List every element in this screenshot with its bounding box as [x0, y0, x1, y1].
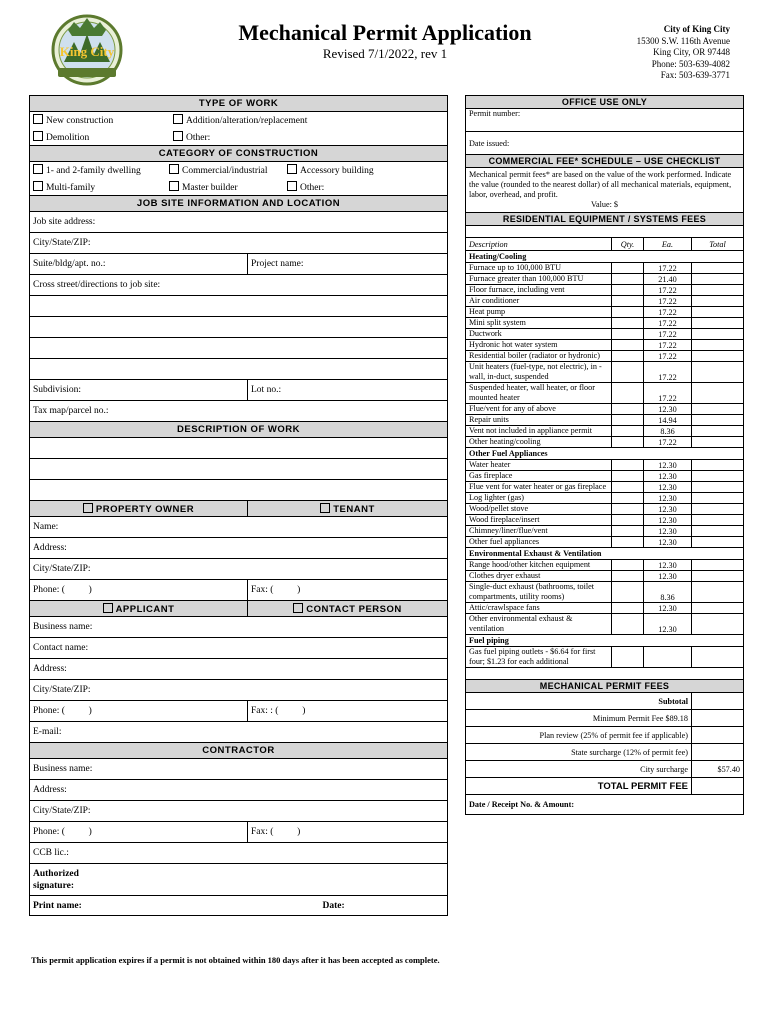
- fee-item-total[interactable]: [692, 274, 744, 285]
- fee-item-each: 17.22: [644, 307, 692, 318]
- fee-item-each: 12.30: [644, 537, 692, 548]
- city-fax: Fax: 503-639-3771: [660, 70, 730, 81]
- commercial-label: Commercial/industrial: [182, 166, 268, 177]
- fee-item-row: [466, 582, 744, 603]
- fee-item-total[interactable]: [692, 351, 744, 362]
- spacer-row: [466, 668, 744, 680]
- fee-item-total[interactable]: [692, 582, 744, 603]
- fee-item-description: Repair units: [466, 415, 612, 426]
- fee-item-each: 12.30: [644, 460, 692, 471]
- fee-item-qty[interactable]: [612, 560, 644, 571]
- office-use-header: OFFICE USE ONLY: [466, 96, 744, 109]
- fee-item-qty[interactable]: [612, 493, 644, 504]
- fee-item-row: [466, 296, 744, 307]
- fee-item-each: 17.22: [644, 318, 692, 329]
- fee-item-total[interactable]: [692, 460, 744, 471]
- col-description: Description: [466, 238, 612, 251]
- fee-item-row: [466, 571, 744, 582]
- fee-item-qty[interactable]: [612, 351, 644, 362]
- page-title: Mechanical Permit Application: [238, 20, 532, 45]
- job-site-address-field[interactable]: Job site address:: [30, 212, 448, 233]
- fee-item-each: 12.30: [644, 404, 692, 415]
- city-address: 15300 S.W. 116th Avenue: [636, 35, 730, 46]
- tenant-checkbox[interactable]: [320, 503, 330, 513]
- fee-item-description: Heat pump: [466, 307, 612, 318]
- demolition-checkbox[interactable]: [33, 131, 43, 141]
- cross-street-line[interactable]: [30, 359, 448, 380]
- description-line[interactable]: [30, 438, 448, 459]
- owner-fax-field[interactable]: Fax: ( ): [248, 580, 448, 601]
- fee-item-total[interactable]: [692, 537, 744, 548]
- print-name-field[interactable]: Print name:: [30, 896, 248, 916]
- applicant-label: APPLICANT: [115, 603, 175, 615]
- fee-item-description: Water heater: [466, 460, 612, 471]
- plan-review-label: Plan review (25% of permit fee if applicable): [466, 727, 692, 744]
- fee-item-each: 12.30: [644, 603, 692, 614]
- fee-item-qty[interactable]: [612, 526, 644, 537]
- fee-section-row: [466, 635, 744, 647]
- fee-item-row: [466, 404, 744, 415]
- fee-item-total[interactable]: [692, 614, 744, 635]
- fee-item-description: Vent not included in appliance permit: [466, 426, 612, 437]
- fee-item-total[interactable]: [692, 426, 744, 437]
- applicant-fax-field[interactable]: Fax: : ( ): [248, 701, 448, 722]
- description-line[interactable]: [30, 459, 448, 480]
- demolition-label: Demolition: [46, 132, 90, 143]
- fee-section-title: Fuel piping: [466, 635, 744, 647]
- fee-item-description: Log lighter (gas): [466, 493, 612, 504]
- job-site-city-field[interactable]: City/State/ZIP:: [30, 233, 448, 254]
- fee-item-description: Suspended heater, wall heater, or floor mounted heater: [466, 383, 612, 404]
- accessory-label: Accessory building: [300, 166, 374, 177]
- cross-street-line[interactable]: [30, 317, 448, 338]
- fee-item-qty[interactable]: [612, 274, 644, 285]
- fee-section-title: Environmental Exhaust & Ventilation: [466, 548, 744, 560]
- job-site-header: JOB SITE INFORMATION AND LOCATION: [30, 196, 448, 212]
- applicant-address-field[interactable]: Address:: [30, 659, 448, 680]
- applicant-phone-field[interactable]: Phone: ( ): [30, 701, 248, 722]
- minimum-fee-label: Minimum Permit Fee $89.18: [466, 710, 692, 727]
- fee-item-row: [466, 318, 744, 329]
- date-field[interactable]: Date:: [248, 896, 448, 916]
- commercial-checkbox[interactable]: [169, 164, 179, 174]
- fee-item-qty[interactable]: [612, 329, 644, 340]
- fee-item-row: [466, 307, 744, 318]
- city-contact-block: [590, 24, 730, 82]
- fee-item-total[interactable]: [692, 571, 744, 582]
- property-owner-header: [30, 501, 248, 517]
- applicant-contact-field[interactable]: Contact name:: [30, 638, 448, 659]
- fee-item-description: Wood fireplace/insert: [466, 515, 612, 526]
- project-name-field[interactable]: Project name:: [248, 254, 448, 275]
- fee-item-total[interactable]: [692, 404, 744, 415]
- fee-item-each: 14.94: [644, 415, 692, 426]
- fee-item-description: Gas fireplace: [466, 471, 612, 482]
- category-other-label: Other:: [300, 182, 325, 193]
- fee-item-total[interactable]: [692, 482, 744, 493]
- fee-item-description: Residential boiler (radiator or hydronic): [466, 351, 612, 362]
- subtotal-value[interactable]: [692, 693, 744, 710]
- fee-item-each: 17.22: [644, 437, 692, 448]
- fee-item-description: Other heating/cooling: [466, 437, 612, 448]
- fee-item-qty[interactable]: [612, 571, 644, 582]
- fee-item-total[interactable]: [692, 263, 744, 274]
- applicant-business-field[interactable]: Business name:: [30, 617, 448, 638]
- fee-item-each: 8.36: [644, 582, 692, 603]
- tax-map-field[interactable]: Tax map/parcel no.:: [30, 401, 448, 422]
- contractor-fax-field[interactable]: Fax: ( ): [248, 822, 448, 843]
- fee-item-total[interactable]: [692, 560, 744, 571]
- fee-item-row: [466, 285, 744, 296]
- contractor-business-field[interactable]: Business name:: [30, 759, 448, 780]
- tenant-label: TENANT: [333, 503, 375, 515]
- one-two-family-checkbox[interactable]: [33, 164, 43, 174]
- fee-item-description: Chimney/liner/flue/vent: [466, 526, 612, 537]
- fee-item-total[interactable]: [692, 603, 744, 614]
- fee-item-row: [466, 603, 744, 614]
- fee-item-each: 12.30: [644, 482, 692, 493]
- fee-item-qty[interactable]: [612, 263, 644, 274]
- fee-schedule-table: [465, 95, 744, 815]
- applicant-city-field[interactable]: City/State/ZIP:: [30, 680, 448, 701]
- fee-item-row: [466, 471, 744, 482]
- fee-section-row: [466, 448, 744, 460]
- fee-item-each: 12.30: [644, 493, 692, 504]
- fee-section-title: Heating/Cooling: [466, 251, 744, 263]
- fee-item-total[interactable]: [692, 340, 744, 351]
- applicant-email-field[interactable]: E-mail:: [30, 722, 448, 743]
- fee-item-qty[interactable]: [612, 340, 644, 351]
- fee-item-row: [466, 383, 744, 404]
- fee-item-row: [466, 415, 744, 426]
- plan-review-value[interactable]: [692, 727, 744, 744]
- accessory-checkbox[interactable]: [287, 164, 297, 174]
- fee-item-total[interactable]: [692, 437, 744, 448]
- fee-item-qty[interactable]: [612, 603, 644, 614]
- fee-item-total[interactable]: [692, 329, 744, 340]
- fee-item-description: Other environmental exhaust & ventilation: [466, 614, 612, 635]
- type-of-work-header: TYPE OF WORK: [30, 96, 448, 112]
- fee-item-row: [466, 537, 744, 548]
- fee-item-description: Single-duct exhaust (bathrooms, toilet compartments, utility rooms): [466, 582, 612, 603]
- lot-field[interactable]: Lot no.:: [248, 380, 448, 401]
- fee-item-qty[interactable]: [612, 471, 644, 482]
- city-surcharge-label: City surcharge: [466, 761, 692, 778]
- master-builder-label: Master builder: [182, 182, 238, 193]
- col-total: Total: [692, 238, 744, 251]
- fee-item-qty[interactable]: [612, 362, 644, 383]
- fee-item-description: Clothes dryer exhaust: [466, 571, 612, 582]
- date-issued-field[interactable]: Date issued:: [466, 132, 744, 155]
- schedule-text-cell: [466, 168, 744, 213]
- fee-rows: [466, 251, 744, 668]
- fee-item-each: 12.30: [644, 560, 692, 571]
- fee-item-each: 12.30: [644, 515, 692, 526]
- property-owner-checkbox[interactable]: [83, 503, 93, 513]
- king-city-logo: [44, 12, 130, 88]
- fee-item-description: Attic/crawlspace fans: [466, 603, 612, 614]
- fee-item-each: 17.22: [644, 285, 692, 296]
- addition-label: Addition/alteration/replacement: [186, 116, 308, 127]
- fee-item-qty[interactable]: [612, 307, 644, 318]
- fee-item-total[interactable]: [692, 471, 744, 482]
- city-citystate: King City, OR 97448: [653, 47, 730, 58]
- fee-item-row: [466, 647, 744, 668]
- fee-item-each: 8.36: [644, 426, 692, 437]
- fee-item-description: Hydronic hot water system: [466, 340, 612, 351]
- subtotal-label: Subtotal: [466, 693, 692, 710]
- cross-street-line[interactable]: [30, 338, 448, 359]
- fee-item-row: [466, 614, 744, 635]
- property-owner-label: PROPERTY OWNER: [95, 503, 195, 515]
- fee-item-total[interactable]: [692, 285, 744, 296]
- fee-item-description: Furnace greater than 100,000 BTU: [466, 274, 612, 285]
- authorized-signature-field[interactable]: [30, 864, 448, 896]
- schedule-text: Mechanical permit fees* are based on the value of the work performed. Indicate the value (rounded to the nearest dollar) of all mechanical materials, equipment, labor, overhead, and profit.: [469, 170, 732, 199]
- multi-family-checkbox[interactable]: [33, 181, 43, 191]
- fee-item-total[interactable]: [692, 296, 744, 307]
- fee-item-each: 12.30: [644, 571, 692, 582]
- fee-item-description: Flue vent for water heater or gas fireplace: [466, 482, 612, 493]
- fee-item-description: Gas fuel piping outlets - $6.64 for first four; $1.23 for each additional: [466, 647, 612, 668]
- receipt-field[interactable]: Date / Receipt No. & Amount:: [466, 795, 744, 815]
- fee-item-total[interactable]: [692, 318, 744, 329]
- fee-item-each: 17.22: [644, 383, 692, 404]
- subdivision-field[interactable]: Subdivision:: [30, 380, 248, 401]
- commercial-schedule-header: COMMERCIAL FEE* SCHEDULE – USE CHECKLIST: [466, 155, 744, 168]
- fee-item-row: [466, 504, 744, 515]
- col-qty: Qty.: [612, 238, 644, 251]
- contact-person-header: [248, 601, 448, 617]
- fee-item-description: Air conditioner: [466, 296, 612, 307]
- new-construction-checkbox[interactable]: [33, 114, 43, 124]
- fee-item-total[interactable]: [692, 362, 744, 383]
- description-header: DESCRIPTION OF WORK: [30, 422, 448, 438]
- fee-item-qty[interactable]: [612, 296, 644, 307]
- fee-item-total[interactable]: [692, 383, 744, 404]
- contractor-phone-field[interactable]: Phone: ( ): [30, 822, 248, 843]
- fee-item-qty[interactable]: [612, 582, 644, 603]
- fee-item-description: Furnace up to 100,000 BTU: [466, 263, 612, 274]
- fee-item-row: [466, 362, 744, 383]
- description-line[interactable]: [30, 480, 448, 501]
- fee-item-total[interactable]: [692, 415, 744, 426]
- fee-item-qty[interactable]: [612, 318, 644, 329]
- fee-section-title: Other Fuel Appliances: [466, 448, 744, 460]
- fee-item-each: 12.30: [644, 526, 692, 537]
- city-phone: Phone: 503-639-4082: [651, 58, 730, 69]
- fee-item-row: [466, 560, 744, 571]
- fee-item-description: Ductwork: [466, 329, 612, 340]
- col-ea: Ea.: [644, 238, 692, 251]
- fee-item-qty[interactable]: [612, 383, 644, 404]
- owner-address-field[interactable]: Address:: [30, 538, 448, 559]
- spacer-row: [466, 226, 744, 238]
- one-two-family-label: 1- and 2-family dwelling: [46, 166, 141, 177]
- cross-street-field[interactable]: Cross street/directions to job site:: [30, 275, 448, 296]
- suite-field[interactable]: Suite/bldg/apt. no.:: [30, 254, 248, 275]
- work-other-label: Other:: [186, 132, 211, 143]
- owner-name-field[interactable]: Name:: [30, 517, 448, 538]
- fee-item-description: Range hood/other kitchen equipment: [466, 560, 612, 571]
- fee-item-qty[interactable]: [612, 426, 644, 437]
- tenant-header: [248, 501, 448, 517]
- revision-subtitle: Revised 7/1/2022, rev 1: [322, 46, 448, 61]
- category-header: CATEGORY OF CONSTRUCTION: [30, 146, 448, 162]
- total-fee-label: TOTAL PERMIT FEE: [466, 778, 692, 795]
- fee-item-total[interactable]: [692, 515, 744, 526]
- fee-item-row: [466, 329, 744, 340]
- fee-item-each: 17.22: [644, 362, 692, 383]
- ccb-license-field[interactable]: CCB lic.:: [30, 843, 448, 864]
- fee-item-each: 17.22: [644, 329, 692, 340]
- fee-item-row: [466, 482, 744, 493]
- fee-item-row: [466, 351, 744, 362]
- contractor-address-field[interactable]: Address:: [30, 780, 448, 801]
- contact-person-label: CONTACT PERSON: [306, 603, 402, 615]
- fee-item-row: [466, 493, 744, 504]
- state-surcharge-value[interactable]: [692, 744, 744, 761]
- fee-item-description: Flue/vent for any of above: [466, 404, 612, 415]
- master-builder-checkbox[interactable]: [169, 181, 179, 191]
- applicant-form-table: [29, 95, 448, 916]
- fee-item-row: [466, 274, 744, 285]
- logo-text: King City: [59, 44, 115, 59]
- fee-item-description: Wood/pellet stove: [466, 504, 612, 515]
- fee-item-qty[interactable]: [612, 504, 644, 515]
- fee-item-each: 12.30: [644, 471, 692, 482]
- fee-item-row: [466, 340, 744, 351]
- owner-city-field[interactable]: City/State/ZIP:: [30, 559, 448, 580]
- contractor-header: CONTRACTOR: [30, 743, 448, 759]
- fee-item-qty[interactable]: [612, 404, 644, 415]
- applicant-checkbox[interactable]: [103, 603, 113, 613]
- fee-item-qty[interactable]: [612, 647, 644, 668]
- fee-item-description: Unit heaters (fuel-type, not electric), in -wall, in-duct, suspended: [466, 362, 612, 383]
- fee-item-description: Mini split system: [466, 318, 612, 329]
- fee-section-row: [466, 548, 744, 560]
- fee-item-qty[interactable]: [612, 415, 644, 426]
- fee-section-row: [466, 251, 744, 263]
- owner-phone-field[interactable]: Phone: ( ): [30, 580, 248, 601]
- fee-item-qty[interactable]: [612, 460, 644, 471]
- fee-item-row: [466, 526, 744, 537]
- fee-item-description: Other fuel appliances: [466, 537, 612, 548]
- fee-item-each: 17.22: [644, 340, 692, 351]
- residential-header: RESIDENTIAL EQUIPMENT / SYSTEMS FEES: [466, 213, 744, 226]
- fee-item-row: [466, 437, 744, 448]
- fee-item-total[interactable]: [692, 307, 744, 318]
- expiration-note: This permit application expires if a permit is not obtained within 180 days after it has been accepted as complete.: [31, 955, 440, 965]
- fee-item-each: 17.22: [644, 296, 692, 307]
- new-construction-label: New construction: [46, 116, 114, 127]
- authorized-signature-label: Authorized signature:: [33, 868, 79, 891]
- work-other-checkbox[interactable]: [173, 131, 183, 141]
- fee-item-row: [466, 515, 744, 526]
- fee-item-qty[interactable]: [612, 285, 644, 296]
- fee-item-total[interactable]: [692, 647, 744, 668]
- fee-item-qty[interactable]: [612, 537, 644, 548]
- fee-item-qty[interactable]: [612, 482, 644, 493]
- applicant-header: [30, 601, 248, 617]
- fee-item-total[interactable]: [692, 493, 744, 504]
- fee-item-total[interactable]: [692, 504, 744, 515]
- fee-item-row: [466, 426, 744, 437]
- fee-item-total[interactable]: [692, 526, 744, 537]
- city-surcharge-value: $57.40: [692, 761, 744, 778]
- fee-item-each: 21.40: [644, 274, 692, 285]
- fee-item-each: 17.22: [644, 351, 692, 362]
- total-fee-value[interactable]: [692, 778, 744, 795]
- permit-number-field[interactable]: Permit number:: [466, 109, 744, 132]
- city-name: City of King City: [663, 24, 730, 34]
- fee-item-each: 12.30: [644, 504, 692, 515]
- fee-item-each: [644, 647, 692, 668]
- fee-item-qty[interactable]: [612, 515, 644, 526]
- fee-item-qty[interactable]: [612, 437, 644, 448]
- addition-checkbox[interactable]: [173, 114, 183, 124]
- contact-person-checkbox[interactable]: [293, 603, 303, 613]
- value-field[interactable]: Value: $: [590, 200, 619, 209]
- fee-item-qty[interactable]: [612, 614, 644, 635]
- state-surcharge-label: State surcharge (12% of permit fee): [466, 744, 692, 761]
- contractor-city-field[interactable]: City/State/ZIP:: [30, 801, 448, 822]
- cross-street-line[interactable]: [30, 296, 448, 317]
- mechanical-fees-header: MECHANICAL PERMIT FEES: [466, 680, 744, 693]
- fee-item-each: 17.22: [644, 263, 692, 274]
- multi-family-label: Multi-family: [46, 182, 96, 193]
- fee-item-row: [466, 263, 744, 274]
- fee-item-row: [466, 460, 744, 471]
- fee-item-each: 12.30: [644, 614, 692, 635]
- minimum-fee-value[interactable]: [692, 710, 744, 727]
- fee-item-description: Floor furnace, including vent: [466, 285, 612, 296]
- category-other-checkbox[interactable]: [287, 181, 297, 191]
